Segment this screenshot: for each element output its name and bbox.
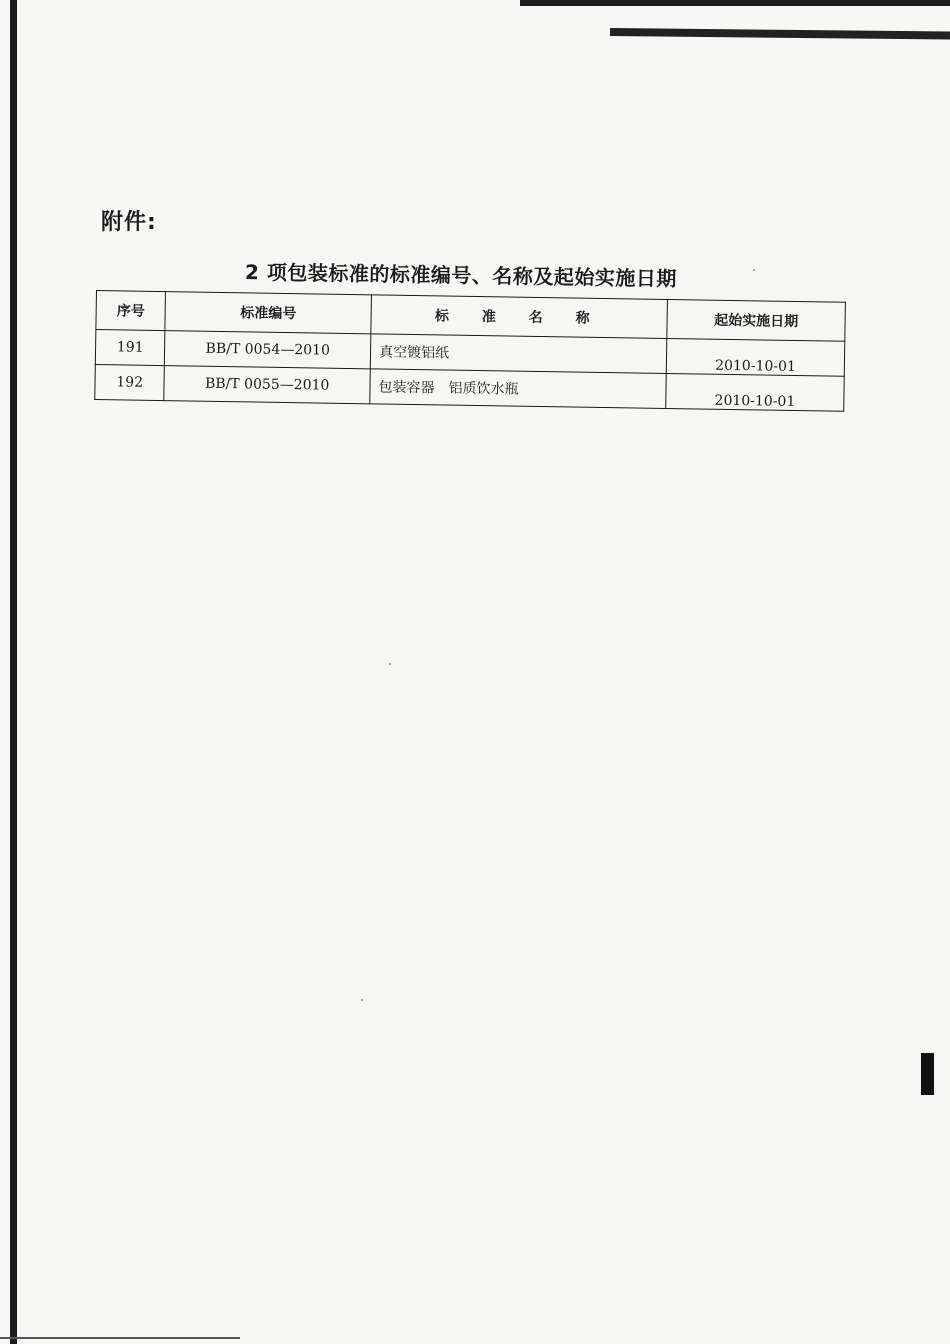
cell-seq: 191: [95, 330, 165, 366]
cell-date: 2010-10-01: [666, 373, 844, 411]
header-seq: 序号: [96, 291, 166, 331]
cell-seq: 192: [95, 364, 165, 400]
scan-artifact-mark: [921, 1053, 934, 1095]
scan-border-left: [10, 0, 17, 1344]
header-code: 标准编号: [165, 292, 371, 334]
cell-name: 真空镀铝纸: [370, 334, 667, 374]
scan-speck: [389, 663, 391, 665]
cell-date: 2010-10-01: [667, 338, 845, 376]
cell-code: BB/T 0054—2010: [165, 331, 371, 369]
scan-speck: [753, 269, 755, 271]
attachment-label: 附件:: [101, 210, 157, 235]
scan-artifact-stripe: [610, 28, 950, 40]
header-name: 标 准 名 称: [371, 295, 668, 339]
header-date: 起始实施日期: [667, 299, 845, 341]
scan-border-top: [520, 0, 950, 6]
scan-speck: [361, 999, 363, 1001]
document-title: 2 项包装标准的标准编号、名称及起始实施日期: [244, 260, 678, 291]
cell-name: 包装容器 铝质饮水瓶: [370, 369, 667, 409]
scan-artifact-bottom-line: [0, 1337, 240, 1339]
cell-code: BB/T 0055—2010: [164, 366, 370, 404]
standards-table-wrapper: [94, 290, 846, 412]
standards-table: [94, 290, 846, 412]
